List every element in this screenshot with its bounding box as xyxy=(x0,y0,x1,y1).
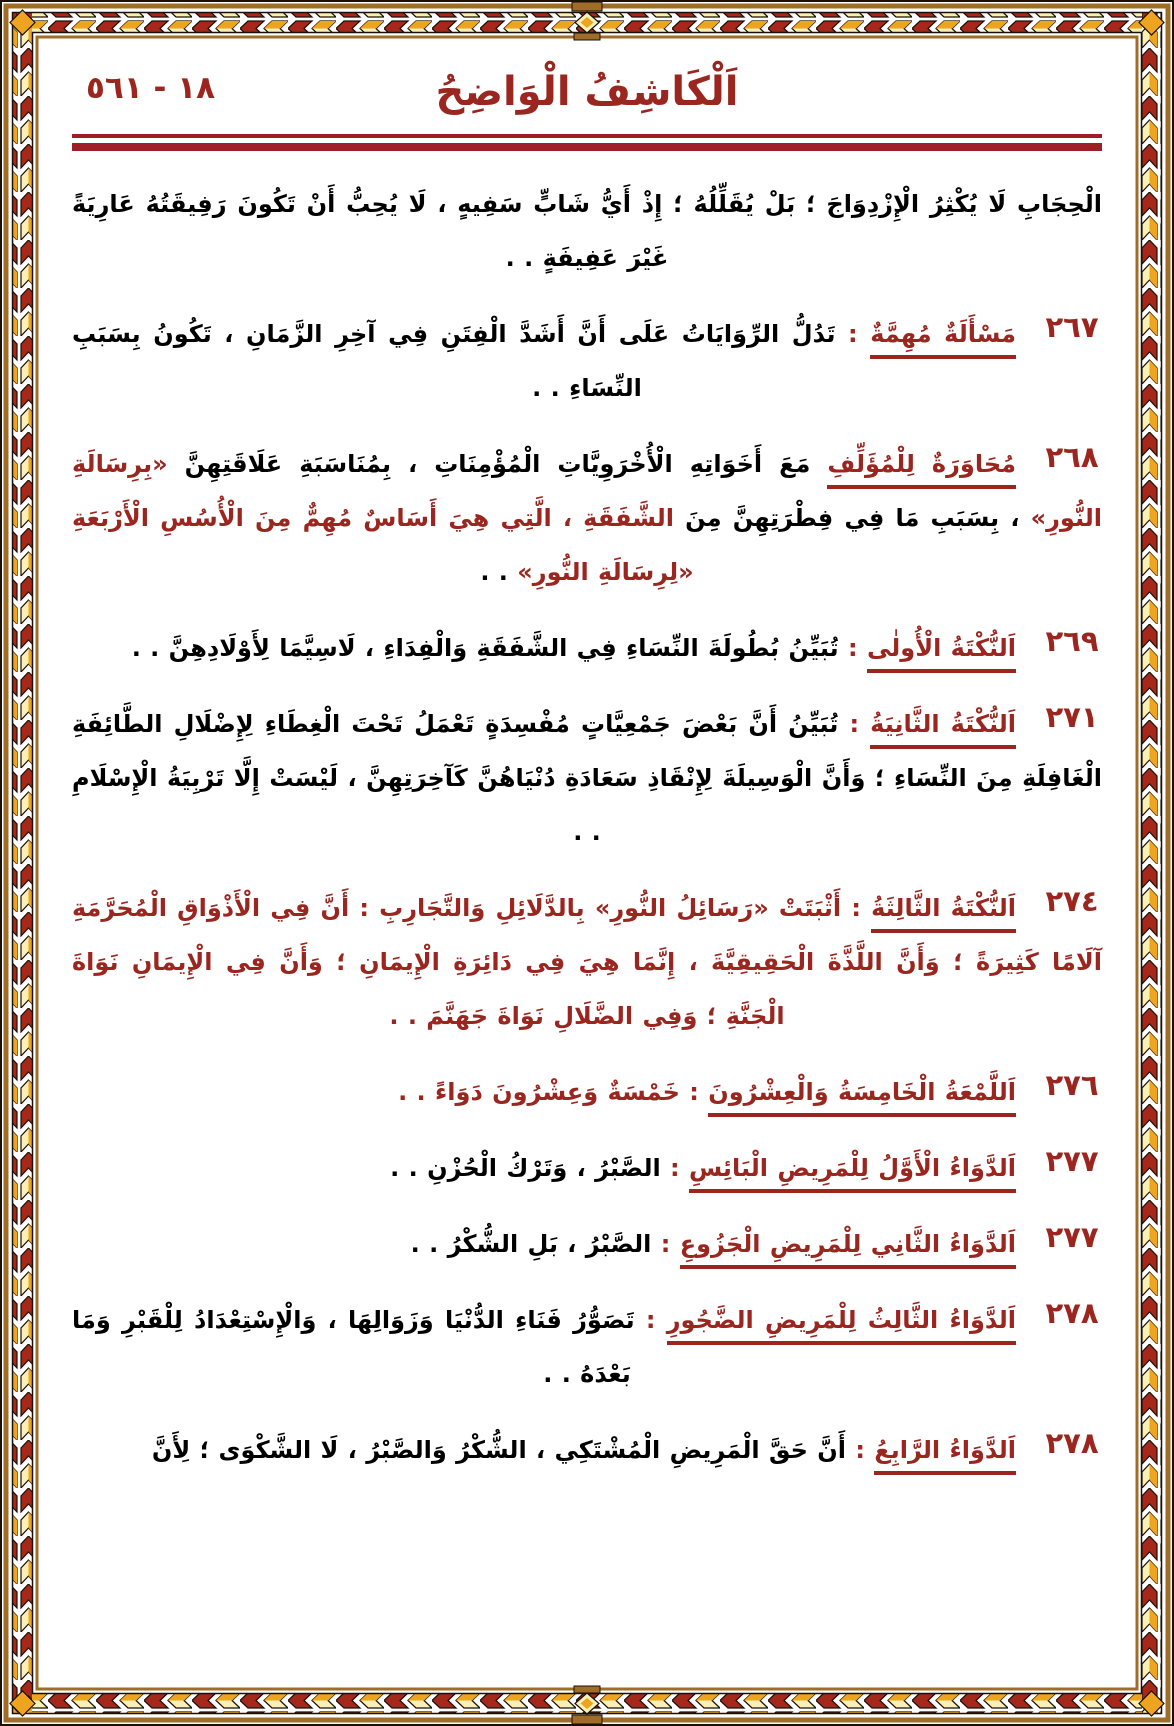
entry-heading: مُحَاوَرَةٌ لِلْمُؤَلِّفِ xyxy=(827,450,1016,489)
entries-list xyxy=(72,177,1102,1477)
entry-text xyxy=(72,1065,1102,1119)
entry-segment: خَمْسَةٌ وَعِشْرُونَ دَوَاءً . . xyxy=(398,1078,680,1106)
entry-text xyxy=(72,177,1102,285)
entry-heading: اَلنُّكْتَةُ الْأُولٰى xyxy=(867,634,1016,673)
page-header xyxy=(72,62,1102,126)
entry-segment: الصَّبْرُ ، وَتَرْكُ الْحُزْنِ . . xyxy=(390,1154,661,1182)
chain-left xyxy=(13,13,32,1713)
entry-heading-separator: : xyxy=(679,1078,709,1106)
entry-intro xyxy=(72,177,1102,285)
entry-text xyxy=(72,621,1102,675)
entry-٢٧٤-5 xyxy=(72,881,1102,1043)
entry-text xyxy=(72,881,1102,1043)
top-center-ornament xyxy=(572,2,602,40)
entry-segment: تُبَيِّنُ أَنَّ بَعْضَ جَمْعِيَّاتٍ مُفْسِدَةٍ تَعْمَلُ تَحْتَ الْغِطَاءِ لِإِضْلَالِ الطَّائِفَةِ الْغَافِلَةِ مِنَ النِّسَاءِ ؛ وَأَنَّ الْوَسِيلَةَ لِإِنْقَاذِ سَعَادَةِ دُنْيَاهُنَّ كَآخِرَتِهِنَّ ، لَيْسَتْ إِلَّا تَرْبِيَةُ الْإِسْلَامِ . . xyxy=(72,710,1102,846)
entry-heading: اَلنُّكْتَةُ الثَّانِيَةُ xyxy=(870,710,1016,749)
entry-number: ٢٧٧ xyxy=(1045,1220,1099,1254)
entry-heading-separator: : xyxy=(651,1230,680,1258)
entry-number: ٢٧٧ xyxy=(1045,1144,1099,1178)
entry-heading: اَلنُّكْتَةُ الثَّالِثَةُ xyxy=(871,894,1016,933)
entry-heading: اَلدَّوَاءُ الرَّابِعُ xyxy=(874,1436,1016,1475)
entry-segment: الْحِجَابِ لَا يُكْثِرُ الْإِزْدِوَاجَ ؛ بَلْ يُقَلِّلُهُ ؛ إِذْ أَيُّ شَابٍّ سَفِيهٍ ، لَا يُحِبُّ أَنْ تَكُونَ رَفِيقَتُهُ عَارِيَةً غَيْرَ عَفِيفَةٍ . . xyxy=(72,190,1102,272)
entry-segment: تَدُلُّ الرِّوَايَاتُ عَلَى أَنَّ أَشَدَّ الْفِتَنِ فِي آخِرِ الزَّمَانِ ، تَكُونُ بِسَبَبِ النِّسَاءِ . . xyxy=(72,320,836,402)
entry-number: ٢٧٦ xyxy=(1045,1068,1099,1102)
entry-٢٧٨-9 xyxy=(72,1293,1102,1401)
entry-٢٧٨-10 xyxy=(72,1423,1102,1477)
entry-segment: تَصَوُّرُ فَنَاءِ الدُّنْيَا وَزَوَالِهَا ، وَالْإِسْتِعْدَادُ لِلْقَبْرِ وَمَا بَعْدَهُ . . xyxy=(72,1306,635,1388)
entry-٢٦٩-3 xyxy=(72,621,1102,675)
entry-٢٧٦-6 xyxy=(72,1065,1102,1119)
entry-heading-separator: : xyxy=(634,1306,667,1334)
entry-heading-separator: : xyxy=(838,634,867,662)
entry-segment: الشَّفَقَةِ ، الَّتِي هِيَ أَسَاسٌ مُهِمٌّ مِنَ الْأُسُسِ الْأَرْبَعَةِ «لِرِسَالَةِ النُّورِ» xyxy=(72,504,694,586)
entry-٢٦٨-2 xyxy=(72,437,1102,599)
entry-heading: اَللَّمْعَةُ الْخَامِسَةُ وَالْعِشْرُونَ xyxy=(708,1078,1016,1117)
entry-number: ٢٧٨ xyxy=(1045,1426,1099,1460)
entry-text xyxy=(72,697,1102,859)
entry-heading: اَلدَّوَاءُ الثَّالِثُ لِلْمَرِيضِ الضَّجُورِ xyxy=(667,1306,1016,1345)
entry-segment: أَنَّ حَقَّ الْمَرِيضِ الْمُشْتَكِي ، الشُّكْرُ وَالصَّبْرُ ، لَا الشَّكْوَى ؛ لِأَنَّ xyxy=(151,1436,847,1464)
entry-heading: اَلدَّوَاءُ الْأَوَّلُ لِلْمَرِيضِ الْبَائِسِ xyxy=(689,1154,1016,1193)
entry-number: ٢٦٧ xyxy=(1045,310,1099,344)
entry-text xyxy=(72,437,1102,599)
entry-٢٧١-4 xyxy=(72,697,1102,859)
entry-segment: ، بِسَبَبِ مَا فِي فِطْرَتِهِنَّ مِنَ xyxy=(673,504,1031,532)
entry-heading-separator: : xyxy=(846,1436,875,1464)
entry-heading: اَلدَّوَاءُ الثَّانِي لِلْمَرِيضِ الْجَزُوعِ xyxy=(680,1230,1016,1269)
entry-text xyxy=(72,307,1102,415)
entry-number: ٢٦٩ xyxy=(1045,624,1099,658)
page-content xyxy=(44,44,1130,1686)
entry-heading: مَسْأَلَةٌ مُهِمَّةٌ xyxy=(870,320,1016,359)
entry-heading-separator: : xyxy=(838,710,871,738)
entry-text xyxy=(72,1141,1102,1195)
entry-segment: تُبَيِّنُ بُطُولَةَ النِّسَاءِ فِي الشَّفَقَةِ وَالْفِدَاءِ ، لَاسِيَّمَا لِأَوْلَادِهِنَّ . . xyxy=(131,634,839,662)
entry-segment: . . xyxy=(480,558,518,586)
entry-٢٧٧-7 xyxy=(72,1141,1102,1195)
chain-right xyxy=(1142,13,1161,1713)
page-title: اَلْكَاشِفُ الْوَاضِحُ xyxy=(435,69,739,115)
entry-number: ٢٧١ xyxy=(1045,700,1099,734)
entry-heading-separator xyxy=(810,450,827,478)
entry-number: ٢٧٨ xyxy=(1045,1296,1099,1330)
entry-heading-separator: : xyxy=(835,320,871,348)
entry-number: ٢٧٤ xyxy=(1045,884,1099,918)
page-number: ١٨ - ٥٦١ xyxy=(86,70,216,106)
entry-text xyxy=(72,1293,1102,1401)
entry-number: ٢٦٨ xyxy=(1045,440,1099,474)
entry-heading-separator: : xyxy=(660,1154,689,1182)
entry-٢٦٧-1 xyxy=(72,307,1102,415)
entry-segment: «بِرِسَالَةِ النُّورِ» xyxy=(72,450,1102,532)
entry-segment: الصَّبْرُ ، بَلِ الشُّكْرُ . . xyxy=(410,1230,652,1258)
entry-segment: أَثْبَتَتْ «رَسَائِلُ النُّورِ» بِالدَّلَائِلِ وَالتَّجَارِبِ : أَنَّ فِي الْأَذْوَاقِ الْمُحَرَّمَةِ آلَامًا كَثِيرَةً ؛ وَأَنَّ اللَّذَّةَ الْحَقِيقِيَّةَ ، إِنَّمَا هِيَ فِي دَائِرَةِ الْإِيمَانِ ؛ وَأَنَّ فِي الْإِيمَانِ نَوَاةَ الْجَنَّةِ ؛ وَفِي الضَّلَالِ نَوَاةَ جَهَنَّمَ . . xyxy=(72,894,1102,1030)
entry-text xyxy=(72,1217,1102,1271)
entry-heading-separator: : xyxy=(841,894,872,922)
bottom-center-ornament xyxy=(572,1686,602,1724)
entry-٢٧٧-8 xyxy=(72,1217,1102,1271)
entry-segment: مَعَ أَخَوَاتِهِ الْأُخْرَوِيَّاتِ الْمُؤْمِنَاتِ ، بِمُنَاسَبَةِ عَلَاقَتِهِنَّ xyxy=(167,450,811,478)
entry-text xyxy=(72,1423,1102,1477)
header-divider xyxy=(72,134,1102,151)
